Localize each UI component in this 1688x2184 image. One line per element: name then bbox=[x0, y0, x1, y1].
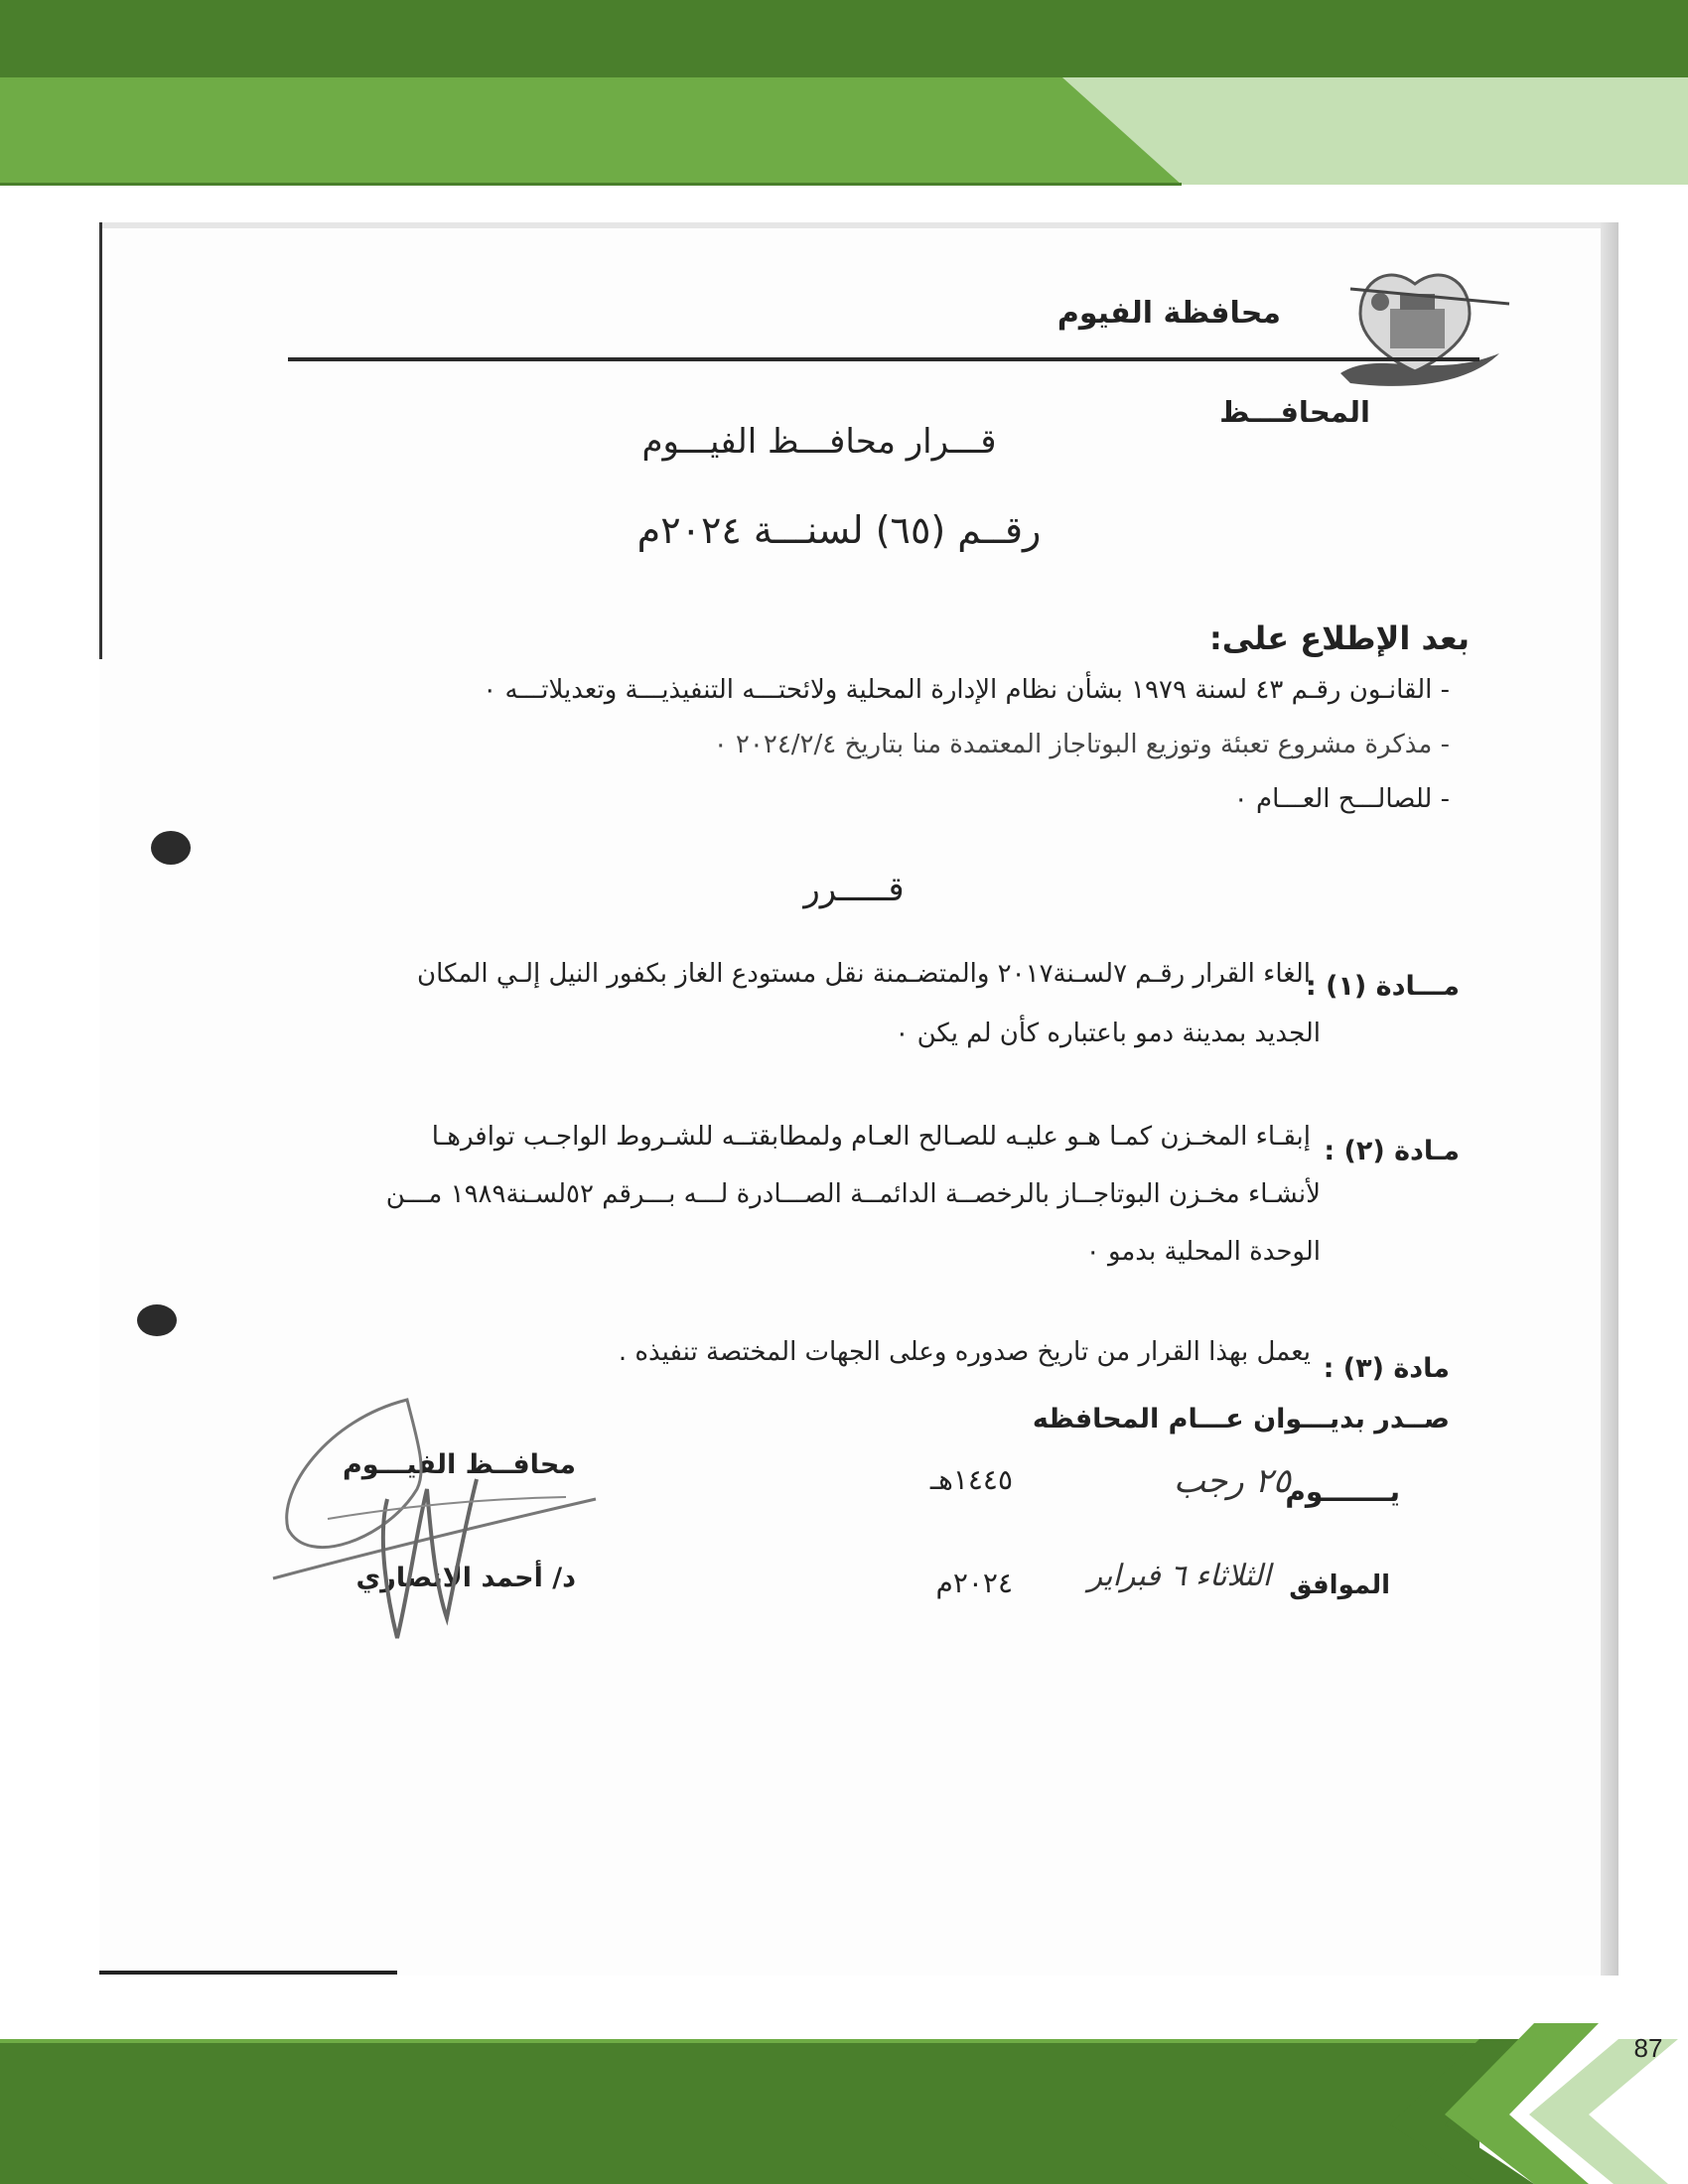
decides-heading: قـــــرر bbox=[803, 870, 905, 909]
letterhead-rule bbox=[288, 357, 1479, 361]
sheet-right-shade bbox=[1601, 222, 1618, 1976]
reference-line: - مذكرة مشروع تعبئة وتوزيع البوتاجاز المعتمدة منا بتاريخ ٢٠٢٤/٢/٤ ٠ bbox=[713, 730, 1450, 759]
article-3-label: مادة (٣) : bbox=[1323, 1353, 1450, 1384]
sheet-top-shade bbox=[99, 222, 1618, 228]
hijri-year: ١٤٤٥هـ bbox=[929, 1463, 1013, 1496]
punch-hole bbox=[137, 1304, 177, 1336]
preamble-heading: بعد الإطلاع على: bbox=[1208, 619, 1470, 657]
article-2-text: لأنشـاء مخـزن البوتاجــاز بالرخصــة الدائمــة الصـــادرة لـــه بـــرقم ٥٢لسـنة١٩٨٩ مـــن bbox=[385, 1179, 1321, 1209]
gregorian-year: ٢٠٢٤م bbox=[935, 1567, 1013, 1599]
signatory-title: محافــظ الفيـــوم bbox=[342, 1449, 576, 1480]
governorate-name: محافظة الفيوم bbox=[1056, 296, 1281, 331]
sheet-left-edge bbox=[99, 222, 102, 659]
reference-line: - القانـون رقـم ٤٣ لسنة ١٩٧٩ بشأن نظام الإدارة المحلية ولائحتـــه التنفيذيـــة وتعديلاتـــه ٠ bbox=[483, 675, 1450, 705]
article-2-text: إبقـاء المخـزن كمـا هـو عليـه للصـالح العـام ولمطابقتــه للشـروط الواجـب توافرهـا bbox=[431, 1122, 1311, 1152]
header-dark-band bbox=[0, 0, 1688, 77]
corresponding-handwritten: الثلاثاء ٦ فبراير bbox=[1087, 1559, 1271, 1593]
article-1-label: مـــادة (١) : bbox=[1305, 971, 1460, 1002]
issued-at: صــدر بديـــوان عـــام المحافظه bbox=[1032, 1404, 1450, 1434]
article-2-label: مـادة (٢) : bbox=[1324, 1136, 1460, 1166]
article-1-text: الغاء القرار رقـم ٧لسـنة٢٠١٧ والمتضـمنة نقل مستودع الغاز بكفور النيل إلـي المكان bbox=[417, 959, 1311, 989]
reference-line: - للصالـــح العـــام ٠ bbox=[1233, 784, 1450, 814]
signatory-name: د/ أحمد الانصاري bbox=[355, 1563, 576, 1593]
article-3-text: يعمل بهذا القرار من تاريخ صدوره وعلى الجهات المختصة تنفيذه . bbox=[618, 1337, 1311, 1367]
footer-banner bbox=[0, 2015, 1688, 2184]
article-2-text: الوحدة المحلية بدمو ٠ bbox=[1085, 1237, 1321, 1267]
corresponding-label: الموافق bbox=[1289, 1570, 1390, 1600]
day-handwritten: ٢٥ رجب bbox=[1173, 1461, 1291, 1501]
header-banner bbox=[0, 0, 1688, 189]
decision-title: قـــرار محافـــظ الفيـــوم bbox=[641, 422, 997, 462]
header-mid-band bbox=[0, 77, 1182, 185]
decision-number: رقــم (٦٥) لسنـــة ٢٠٢٤م bbox=[636, 508, 1042, 552]
sheet-bottom-line bbox=[99, 1971, 397, 1975]
day-label: يـــــــوم bbox=[1285, 1475, 1400, 1508]
footer-dark-band bbox=[0, 2039, 1479, 2184]
signature-scribble bbox=[268, 1380, 606, 1658]
page-number: 87 bbox=[1633, 2033, 1663, 2063]
punch-hole bbox=[151, 831, 191, 865]
governorate-emblem bbox=[1321, 254, 1519, 393]
governor-label: المحافـــظ bbox=[1219, 395, 1370, 429]
scanned-document bbox=[99, 222, 1618, 1976]
article-1-text: الجديد بمدينة دمو باعتباره كأن لم يكن ٠ bbox=[895, 1019, 1321, 1048]
